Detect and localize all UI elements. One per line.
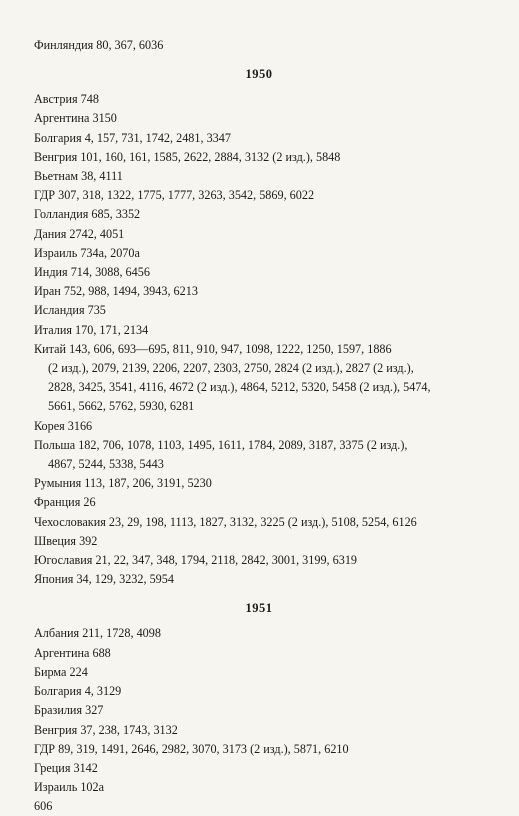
index-entry-line: Израиль 102а [34, 780, 105, 795]
index-entry-line: Япония 34, 129, 3232, 5954 [34, 572, 174, 587]
index-entry-line: Венгрия 37, 238, 1743, 3132 [34, 722, 178, 737]
index-entry-line: Болгария 4, 157, 731, 1742, 2481, 3347 [34, 130, 231, 145]
index-entry-line: Голландия 685, 3352 [34, 207, 141, 222]
index-entry [34, 167, 484, 186]
index-entry-line: Греция 3142 [34, 760, 98, 775]
index-entry [34, 129, 484, 148]
index-entry [34, 644, 484, 663]
index-entry-line: Израиль 734а, 2070а [34, 245, 140, 260]
index-entry-line: Вьетнам 38, 4111 [34, 169, 123, 184]
index-entry [34, 759, 484, 778]
index-entry-line: ГДР 307, 318, 1322, 1775, 1777, 3263, 3542, 5869, 6022 [34, 188, 315, 203]
year-heading-1951: 1951 [245, 601, 273, 616]
index-entry [34, 340, 484, 417]
index-entry-line: Бирма 224 [34, 664, 88, 679]
index-entry [34, 778, 484, 797]
index-entry-line: Болгария 4, 3129 [34, 684, 122, 699]
index-entry [34, 244, 484, 263]
index-entry-line: Чехословакия 23, 29, 198, 1113, 1827, 3132, 3225 (2 изд.), 5108, 5254, 6126 [34, 514, 417, 529]
index-entry [34, 493, 484, 512]
index-entry [34, 282, 484, 301]
index-entry [34, 701, 484, 720]
index-entry [34, 436, 484, 474]
index-entry-line: Венгрия 101, 160, 161, 1585, 2622, 2884, 3132 (2 изд.), 5848 [34, 149, 341, 164]
index-entry-line: Албания 211, 1728, 4098 [34, 626, 161, 641]
section-1950 [34, 90, 484, 589]
index-entry [34, 263, 484, 282]
index-entry-continuation: (2 изд.), 2079, 2139, 2206, 2207, 2303, 2750, 2824 (2 изд.), 2827 (2 изд.), [48, 361, 414, 376]
index-entry-continuation: 4867, 5244, 5338, 5443 [48, 457, 164, 472]
index-entry [34, 301, 484, 320]
index-entry [34, 321, 484, 340]
index-entry [34, 624, 484, 643]
index-entry [34, 663, 484, 682]
index-entry [34, 570, 484, 589]
index-entry [34, 474, 484, 493]
page-number: 606 [34, 799, 53, 814]
index-entry-line: Иран 752, 988, 1494, 3943, 6213 [34, 284, 198, 299]
index-entry-line: Австрия 748 [34, 92, 99, 107]
index-entry-continuation: 2828, 3425, 3541, 4116, 4672 (2 изд.), 4864, 5212, 5320, 5458 (2 изд.), 5474, [48, 380, 431, 395]
index-entry-line: Румыния 113, 187, 206, 3191, 5230 [34, 476, 212, 491]
index-entry-line: Швеция 392 [34, 533, 98, 548]
index-entry-line: Китай 143, 606, 693—695, 811, 910, 947, 1098, 1222, 1250, 1597, 1886 [34, 341, 392, 356]
index-entry-line: Дания 2742, 4051 [34, 226, 125, 241]
index-entry-line: Италия 170, 171, 2134 [34, 322, 149, 337]
index-column [34, 36, 484, 816]
index-entry-line: Югославия 21, 22, 347, 348, 1794, 2118, 2842, 3001, 3199, 6319 [34, 553, 358, 568]
index-entry [34, 740, 484, 759]
index-entry [34, 551, 484, 570]
index-entry-line: Исландия 735 [34, 303, 106, 318]
index-entry-line: Польша 182, 706, 1078, 1103, 1495, 1611, 1784, 2089, 3187, 3375 (2 изд.), [34, 437, 408, 452]
section-1951 [34, 624, 484, 797]
index-entry-line: ГДР 89, 319, 1491, 2646, 2982, 3070, 3173 (2 изд.), 5871, 6210 [34, 741, 349, 756]
index-entry-finland: Финляндия 80, 367, 6036 [34, 38, 164, 52]
index-entry-line: Бразилия 327 [34, 703, 104, 718]
index-entry [34, 225, 484, 244]
index-entry-continuation: 5661, 5662, 5762, 5930, 6281 [48, 399, 195, 414]
index-entry [34, 682, 484, 701]
index-entry [34, 186, 484, 205]
index-entry [34, 532, 484, 551]
year-heading-1950: 1950 [245, 67, 273, 82]
index-entry [34, 417, 484, 436]
index-entry-line: Франция 26 [34, 495, 96, 510]
index-entry-line: Корея 3166 [34, 418, 93, 433]
index-entry-line: Индия 714, 3088, 6456 [34, 265, 150, 280]
index-entry [34, 721, 484, 740]
index-entry [34, 90, 484, 109]
index-entry [34, 205, 484, 224]
index-entry-line: Аргентина 688 [34, 645, 111, 660]
index-entry-line: Аргентина 3150 [34, 111, 117, 126]
index-entry [34, 513, 484, 532]
index-entry [34, 148, 484, 167]
index-entry [34, 109, 484, 128]
